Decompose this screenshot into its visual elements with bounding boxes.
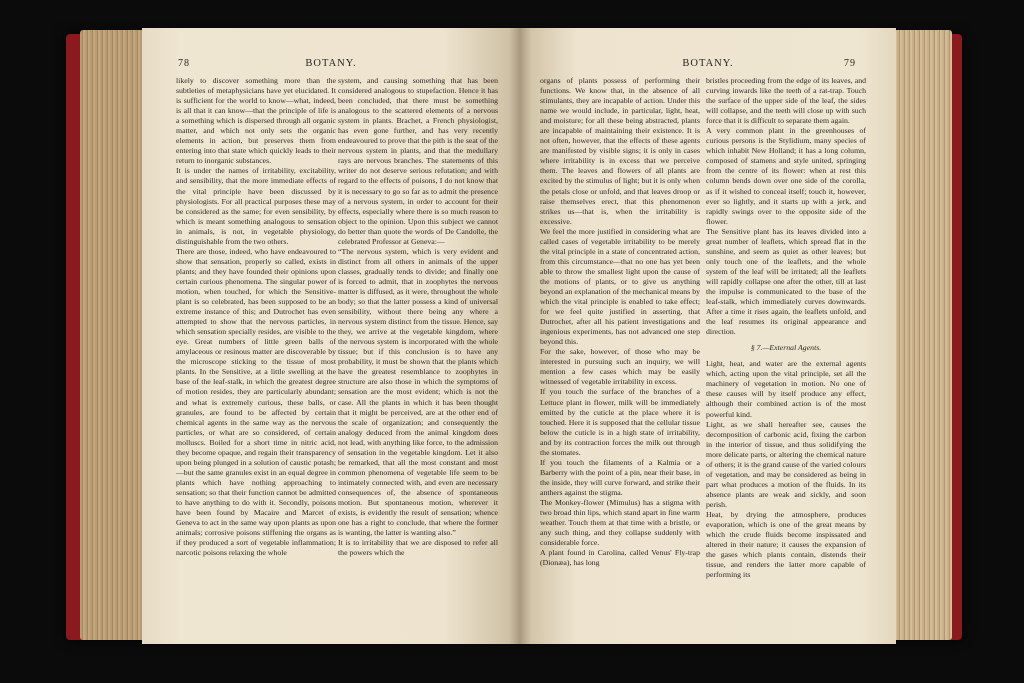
paragraph: For the sake, however, of those who may be interested in pursuing such an inquiry, we will mention a few cases which may be easily witnessed of vegetable irritability in excess.: [540, 347, 700, 387]
right-page-number: 79: [844, 58, 856, 69]
quotation: “The nervous system, which is very evident and distinct from all others in animals of the upper classes, gradually tends to divide; and finally one is forced to admit, that in zoophytes the nervous matter is diffused, as it were, throughout the whole body; so that the latter possess a kind of universal sensibility, without there being any where a nervous system distinct from the tissue. Hence, say they, we arrive at the vegetable kingdom, where the nervous system is incorporated with the whole tissue; but if this conclusion is to have any probability, it must be shown that the plants which have the greatest resemblance to zoophytes in structure are also those in which the symptoms of sensation are the most evident; which is not the case. All the plants in which it has been thought that it might be perceived, are at the other end of the scale of organization; and consequently the analogy deduced from the animal kingdom does not lead, with anything like force, to the admission of sensation in the vegetable kingdom. Let it also be remarked, that all the most constant and most common phenomena of vegetable life seem to be intimately connected with, and even are necessary consequences of, the absence of spontaneous motion. But spontaneous motion, wherever it exists, is evidently the result of sensation; whence one has a right to conclude, that where the former is wanting, the latter is wanting also.”: [338, 246, 498, 538]
open-book: [66, 24, 962, 652]
paragraph: Light, as we shall hereafter see, causes the decomposition of carbonic acid, fixing the carbon in the interior of tissue, and thus solidifying the more delicate parts, or altering the chemical nature of others; it is the grand cause of the varied colours of vegetation, and may be considered as being in part what produces a motion of the fluids. In its absence plants are weak and sickly, and soon perish.: [706, 419, 866, 509]
section-heading: § 7.—External Agents.: [750, 343, 822, 353]
paragraph: organs of plants possess of performing their functions. We know that, in the absence of all stimulants, they are incapable of action. Under this name we would include, in particular, light, heat, and moisture; for all these being abstracted, plants are incapable of maintaining their existence. It is not often, however, that the effects of these agents are manifested by visible signs; it is only in cases where irritability is in excess that we perceive them. The leaves and flowers of all plants are excited by the stimulus of light; but it is only when the petals close or unfold, and that leaves droop or raise themselves erect, that this phenomenon strikes us—that is, when the irritability is excessive.: [540, 76, 700, 226]
left-page-number: 78: [178, 58, 190, 69]
right-column-2: [706, 76, 866, 638]
left-running-title: BOTANY.: [305, 58, 357, 69]
left-page: [142, 28, 520, 644]
paragraph: A very common plant in the greenhouses of curious persons is the Stylidium, many species of which inhabit New Holland; it has a long column, composed of stamens and style united, springing from the centre of its flower: when at rest this column bends down over one side of the corolla, as if it wished to conceal itself; touch it, however, ever so lightly, and it starts up with a jerk, and rapidly swings over to the opposite side of the flower.: [706, 126, 866, 226]
right-page-edges: [892, 30, 952, 640]
paragraph: bristles proceeding from the edge of its leaves, and curving inwards like the teeth of a rat-trap. Touch the surface of the upper side of the leaf, the sides will collapse, and the teeth will close up with such force that it is difficult to separate them again.: [706, 76, 866, 126]
right-running-head: [520, 58, 896, 72]
left-column-1: [176, 76, 336, 638]
paragraph: Light, heat, and water are the external agents which, acting upon the vital principle, set all the machinery of vegetation in motion. No one of these causes will by itself produce any effect, although their combined action is of the most powerful kind.: [706, 359, 866, 419]
left-page-edges: [80, 30, 150, 640]
right-column-1: [540, 76, 700, 638]
paragraph: There are those, indeed, who have endeavoured to show that sensation, properly so called, exists in plants; and they have founded their opinions upon certain curious phenomena. The singular power of motion, when touched, for which the Sensitive-plant is so celebrated, has been supposed to be an extreme instance of this; and Dutrochet has even attempted to show that the nervous particles, in which sensation specially resides, are visible to the eye. Great numbers of little green balls of amylaceous or resinous matter are discoverable by the microscope sticking to the tissue of most plants. In the Sensitive, at a little swelling at the base of the leaf-stalk, in which the greatest degree of motion resides, they are particularly abundant; and what is extremely curious, these balls, or granules, are found to be affected by certain chemical agents in the same way as the nervous particles, or what are so considered, of certain molluscs. Boiled for a short time in nitric acid, they become opaque, and regain their transparency upon being plunged in a solution of caustic potash;—but the same granules exist in an equal degree in plants which have nothing approaching to sensation; so that their function cannot be admitted to have anything to do with it. Secondly, poisons have been found by Macaire and Marcet of Geneva to act in the same way upon plants as upon animals; corrosive poisons stiffening the organs as if they produced a sort of vegetable inflammation; narcotic poisons relaxing the whole: [176, 246, 336, 558]
paragraph: It is to irritability that we are disposed to refer all the powers which the: [338, 538, 498, 558]
left-column-2: [338, 76, 498, 638]
paragraph: We feel the more justified in considering what are called cases of vegetable irritability to be merely the vital principle in a state of concentrated action, from this circumstance—that no one has yet been able to throw the smallest light upon the cause of the motions of plants, or to give us anything beyond an explanation of the mechanical means by which the vital principle is enabled to take effect; for we feel quite justified in asserting, that Dutrochet, after all his patient investigations and ingenious experiments, has not advanced one step beyond this.: [540, 226, 700, 347]
paragraph: The Monkey-flower (Mimulus) has a stigma with two broad thin lips, which stand apart in fine warm weather. Touch them at that time with a bristle, or any such thing, and they collapse suddenly with considerable force.: [540, 497, 700, 548]
paragraph: likely to discover something more than the subtleties of metaphysicians have yet elucidated. It is sufficient for the world to know—what, indeed, is all that it can know—that the principle of life is a something which is dispersed through all organic matter, and which not only sets the organic elements in action, but preserves them from entering into that state which quickly leads to their return to inorganic substances.: [176, 76, 336, 166]
paragraph: It is under the names of irritability, excitability, and sensibility, that the more immediate effects of the vital principle have been discussed by physiologists. For all practical purposes these may be considered as the same; for even sensibility, by which is meant something analogous to sensation in animals, is not, in vegetable physiology, distinguishable from the two others.: [176, 166, 336, 246]
paragraph: If you touch the surface of the branches of a Lettuce plant in flower, milk will be immediately emitted by the cuticle at the place where it is touched. Here it is supposed that the cellular tissue below the cuticle is in a high state of irritability, and by its contraction forces the milk out through the stomates.: [540, 387, 700, 457]
right-running-title: BOTANY.: [682, 58, 734, 69]
paragraph: The Sensitive plant has its leaves divided into a great number of leaflets, which spread flat in the sunshine, and seem as quiet as other leaves; but only touch one of the leaflets, and the whole system of the leaf will be irritated; all the leaflets will rapidly collapse one after the other, till at last the impulse is communicated to the base of the leaf-stalk, which immediately curves downwards. After a time it rises again, the leaflets unfold, and the leaf resumes its original appearance and direction.: [706, 226, 866, 337]
left-running-head: [142, 58, 520, 72]
paragraph: If you touch the filaments of a Kalmia or a Barberry with the point of a pin, near their base, in the inside, they will curve forward, and strike their anthers against the stigma.: [540, 457, 700, 497]
paragraph: A plant found in Carolina, called Venus' Fly-trap (Dionæa), has long: [540, 548, 700, 568]
right-page: [520, 28, 896, 644]
paragraph: Heat, by drying the atmosphere, produces evaporation, which is one of the great means by which the crude fluids become inspissated and altered in their nature; it causes the expansion of the gases which plants contain, distends their tissue, and renders the latter more capable of performing its: [706, 509, 866, 580]
paragraph: system, and causing something that has been considered analogous to stupefaction. Hence it has been concluded, that there must be something analogous to the scattered elements of a nervous system in plants. Brachet, a French physiologist, has even gone further, and has very recently endeavoured to prove that the pith is the seat of the nervous system in plants, and that the medullary rays are nervous branches. The statements of this writer do not deserve serious refutation; and with regard to the effects of poisons, I do not know that it is necessary to go so far as to admit the presence of a nervous system, in order to account for their effects, especially where there is so much reason to object to the opinion. Upon this subject we cannot do better than quote the words of De Candolle, the celebrated Professor at Geneva:—: [338, 76, 498, 246]
